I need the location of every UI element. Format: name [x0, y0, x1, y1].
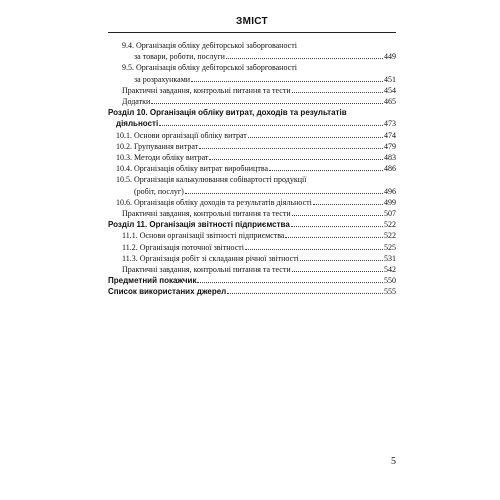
toc-entry-appendices[interactable]: [108, 96, 396, 107]
toc-entry-10-1[interactable]: [108, 130, 396, 141]
leader-dots: [185, 187, 383, 194]
toc-entry-practice-11[interactable]: [108, 264, 396, 275]
toc-page-number: 473: [384, 119, 396, 129]
toc-entry-11-3[interactable]: [108, 253, 396, 264]
leader-dots: [285, 231, 383, 238]
toc-page-number: 525: [384, 242, 396, 252]
leader-dots: [300, 254, 383, 261]
toc-entry-11-2[interactable]: [108, 242, 396, 253]
toc-page-number: 550: [384, 276, 396, 286]
toc-entry-label: за розрахунками: [134, 74, 191, 84]
toc-entry-10-5[interactable]: [108, 186, 396, 197]
leader-dots: [191, 75, 383, 82]
leader-dots: [197, 276, 383, 283]
toc-entry-practice-10[interactable]: [108, 208, 396, 219]
leader-dots: [159, 119, 383, 126]
toc-page-number: 465: [384, 97, 396, 107]
toc-subject-index[interactable]: [108, 275, 396, 286]
toc-entry-label: 10.1. Основи організації обліку витрат: [116, 130, 247, 140]
leader-dots: [226, 52, 383, 59]
toc-entry-label: Додатки: [122, 97, 151, 107]
toc-entry-label: Практичні завдання, контрольні питання та тести: [122, 209, 291, 219]
leader-dots: [248, 131, 383, 138]
leader-dots: [292, 86, 383, 93]
toc-page-number: 474: [384, 130, 396, 140]
table-of-contents: [108, 40, 396, 298]
toc-page-number: 507: [384, 209, 396, 219]
toc-page-number: 483: [384, 153, 396, 163]
toc-entry-label: Список використаних джерел: [108, 287, 227, 297]
toc-entry-9-4[interactable]: [108, 51, 396, 62]
toc-entry-label: 11.2. Організація поточної звітності: [122, 242, 245, 252]
leader-dots: [291, 220, 383, 227]
toc-page-number: 522: [384, 231, 396, 241]
toc-entry-9-5[interactable]: [108, 74, 396, 85]
leader-dots: [313, 198, 383, 205]
toc-section-10[interactable]: [108, 118, 396, 129]
toc-entry-label: 10.4. Організація обліку витрат виробництва: [116, 164, 269, 174]
toc-entry-11-1[interactable]: [108, 230, 396, 241]
leader-dots: [199, 142, 383, 149]
toc-entry-label: Практичні завдання, контрольні питання та тести: [122, 265, 291, 275]
toc-entry-10-2[interactable]: [108, 141, 396, 152]
toc-entry-10-3[interactable]: [108, 152, 396, 163]
toc-entry-label: Предметний покажчик: [108, 276, 197, 286]
toc-entry-label: 11.1. Основи організації звітності підприємства: [122, 231, 285, 241]
leader-dots: [227, 287, 383, 294]
page-header-title: ЗМІСТ: [236, 16, 268, 27]
toc-entry-9-4-line1: 9.4. Організація обліку дебіторської заборгованості: [122, 41, 297, 50]
toc-entry-label: Розділ 11. Організація звітності підприємства: [108, 220, 290, 230]
leader-dots: [269, 164, 383, 171]
toc-references[interactable]: [108, 286, 396, 297]
toc-section-11[interactable]: [108, 219, 396, 230]
toc-entry-10-6[interactable]: [108, 197, 396, 208]
toc-entry-label: Практичні завдання, контрольні питання та тести: [122, 85, 291, 95]
toc-page-number: 449: [384, 52, 396, 62]
toc-page-number: 496: [384, 186, 396, 196]
toc-entry-10-4[interactable]: [108, 163, 396, 174]
toc-page-number: 479: [384, 141, 396, 151]
toc-page-number: 486: [384, 164, 396, 174]
toc-entry-10-5-line1: 10.5. Організація калькулювання собівартості продукції: [116, 175, 307, 185]
toc-page-number: 555: [384, 287, 396, 297]
toc-page-number: 531: [384, 253, 396, 263]
toc-entry-label: за товари, роботи, послуги: [134, 52, 225, 62]
leader-dots: [292, 209, 383, 216]
toc-page-number: 522: [384, 220, 396, 230]
toc-entry-label: діяльності: [116, 119, 159, 129]
toc-entry-label: 10.2. Групування витрат: [116, 141, 199, 151]
header-rule: [108, 32, 396, 33]
toc-entry-label: 10.6. Організація обліку доходів та результатів діяльності: [116, 197, 312, 207]
toc-entry-label: 10.3. Методи обліку витрат: [116, 153, 209, 163]
leader-dots: [292, 265, 383, 272]
toc-section-10-line1: Розділ 10. Організація обліку витрат, доходів та результатів: [108, 108, 347, 118]
leader-dots: [151, 97, 383, 104]
leader-dots: [245, 243, 383, 250]
toc-page-number: 499: [384, 197, 396, 207]
toc-page-number: 542: [384, 265, 396, 275]
toc-entry-9-5-line1: 9.5. Організація обліку дебіторської заборгованості: [122, 63, 297, 73]
leader-dots: [209, 153, 383, 160]
toc-entry-label: 11.3. Організація робіт зі складання річної звітності: [122, 253, 299, 263]
toc-page-number: 451: [384, 74, 396, 84]
toc-entry-label: (робіт, послуг): [134, 186, 184, 196]
toc-entry-practice-9[interactable]: [108, 85, 396, 96]
page-number: 5: [391, 456, 396, 467]
toc-page-number: 454: [384, 85, 396, 95]
